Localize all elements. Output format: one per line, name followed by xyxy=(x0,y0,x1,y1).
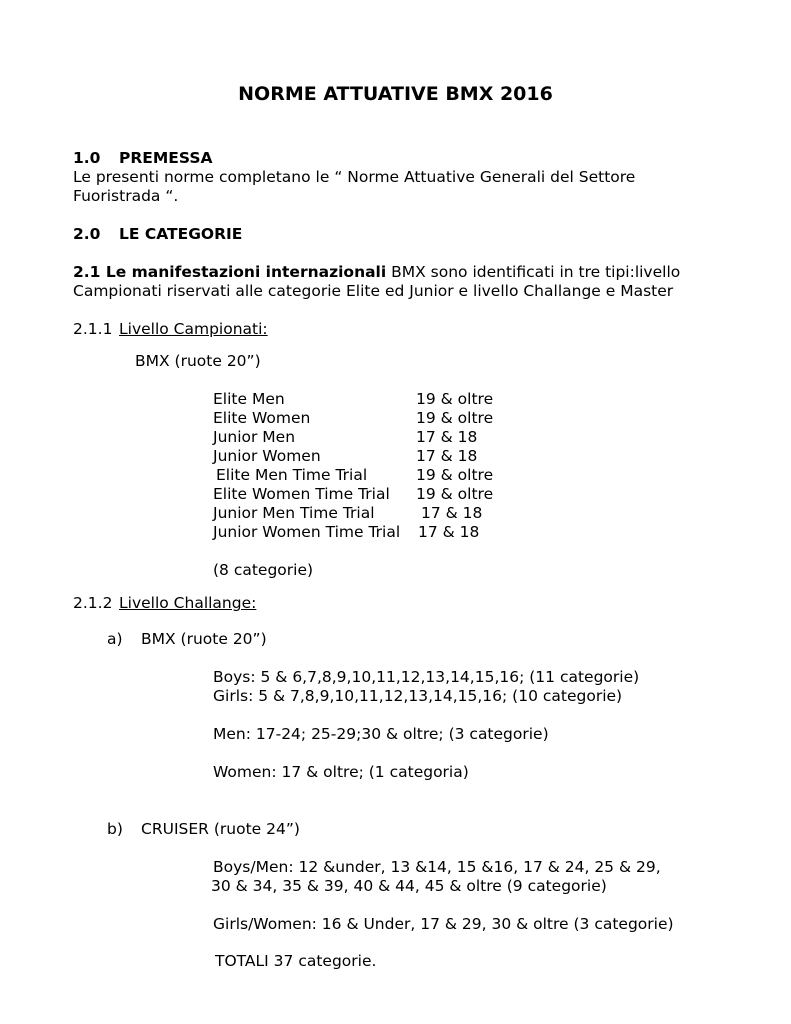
section-2-heading xyxy=(73,225,242,244)
campionati-bmx-label: BMX (ruote 20”) xyxy=(135,352,261,370)
item-b-marker: b) xyxy=(107,820,123,838)
category-name: Junior Men xyxy=(213,428,296,446)
category-age: 19 & oltre xyxy=(416,409,494,427)
section-2-1-1-number: 2.1.1 xyxy=(73,320,113,338)
category-name: Elite Women Time Trial xyxy=(213,485,390,503)
category-age: 17 & 18 xyxy=(418,523,480,541)
cruiser-girls-women-line: Girls/Women: 16 & Under, 17 & 29, 30 & oltre (3 categorie) xyxy=(213,915,674,933)
section-2-title: LE CATEGORIE xyxy=(119,225,243,243)
premessa-line-2: Fuoristrada “. xyxy=(73,187,179,205)
category-age: 17 & 18 xyxy=(416,447,478,465)
bmx-boys-line: Boys: 5 & 6,7,8,9,10,11,12,13,14,15,16; (11 categorie) xyxy=(213,668,640,686)
section-2-1-rest: BMX sono identificati in tre tipi:livello xyxy=(386,263,681,281)
challange-item-b xyxy=(107,820,300,839)
section-2-1-bold-lead: 2.1 Le manifestazioni internazionali xyxy=(73,263,387,281)
campionati-count: (8 categorie) xyxy=(213,561,314,579)
category-name: Elite Men xyxy=(213,390,285,408)
section-2-number: 2.0 xyxy=(73,225,101,243)
section-2-1-1-title: Livello Campionati: xyxy=(119,320,268,338)
category-age: 19 & oltre xyxy=(416,466,494,484)
bmx-girls-line: Girls: 5 & 7,8,9,10,11,12,13,14,15,16; (10 categorie) xyxy=(213,687,623,705)
section-1-heading xyxy=(73,149,213,168)
document-title: NORME ATTUATIVE BMX 2016 xyxy=(238,83,553,105)
bmx-men-line: Men: 17-24; 25-29;30 & oltre; (3 categorie) xyxy=(213,725,549,743)
category-age: 17 & 18 xyxy=(416,428,478,446)
premessa-line-1: Le presenti norme completano le “ Norme Attuative Generali del Settore xyxy=(73,168,636,186)
cruiser-boys-men-line-2: 30 & 34, 35 & 39, 40 & 44, 45 & oltre (9 categorie) xyxy=(211,877,607,895)
category-name: Junior Women Time Trial xyxy=(213,523,401,541)
item-b-label: CRUISER (ruote 24”) xyxy=(141,820,300,838)
section-2-1-2-number: 2.1.2 xyxy=(73,594,113,612)
section-2-1-2-heading xyxy=(73,594,256,613)
section-2-1-1-heading xyxy=(73,320,268,339)
category-age: 19 & oltre xyxy=(416,390,494,408)
item-a-label: BMX (ruote 20”) xyxy=(141,630,267,648)
item-a-marker: a) xyxy=(107,630,123,648)
category-age: 19 & oltre xyxy=(416,485,494,503)
section-2-1-2-title: Livello Challange: xyxy=(119,594,257,612)
bmx-women-line: Women: 17 & oltre; (1 categoria) xyxy=(213,763,469,781)
category-name: Junior Women xyxy=(213,447,321,465)
challange-item-a xyxy=(107,630,267,649)
section-2-1-line-1 xyxy=(73,263,680,282)
cruiser-boys-men-line-1: Boys/Men: 12 &under, 13 &14, 15 &16, 17 & 24, 25 & 29, xyxy=(213,858,661,876)
category-name: Junior Men Time Trial xyxy=(213,504,375,522)
category-age: 17 & 18 xyxy=(421,504,483,522)
section-2-1-line-2: Campionati riservati alle categorie Elite ed Junior e livello Challange e Master xyxy=(73,282,674,300)
category-name: Elite Women xyxy=(213,409,311,427)
section-1-title: PREMESSA xyxy=(119,149,213,167)
totali-line: TOTALI 37 categorie. xyxy=(215,952,377,970)
section-1-number: 1.0 xyxy=(73,149,101,167)
category-name: Elite Men Time Trial xyxy=(216,466,368,484)
